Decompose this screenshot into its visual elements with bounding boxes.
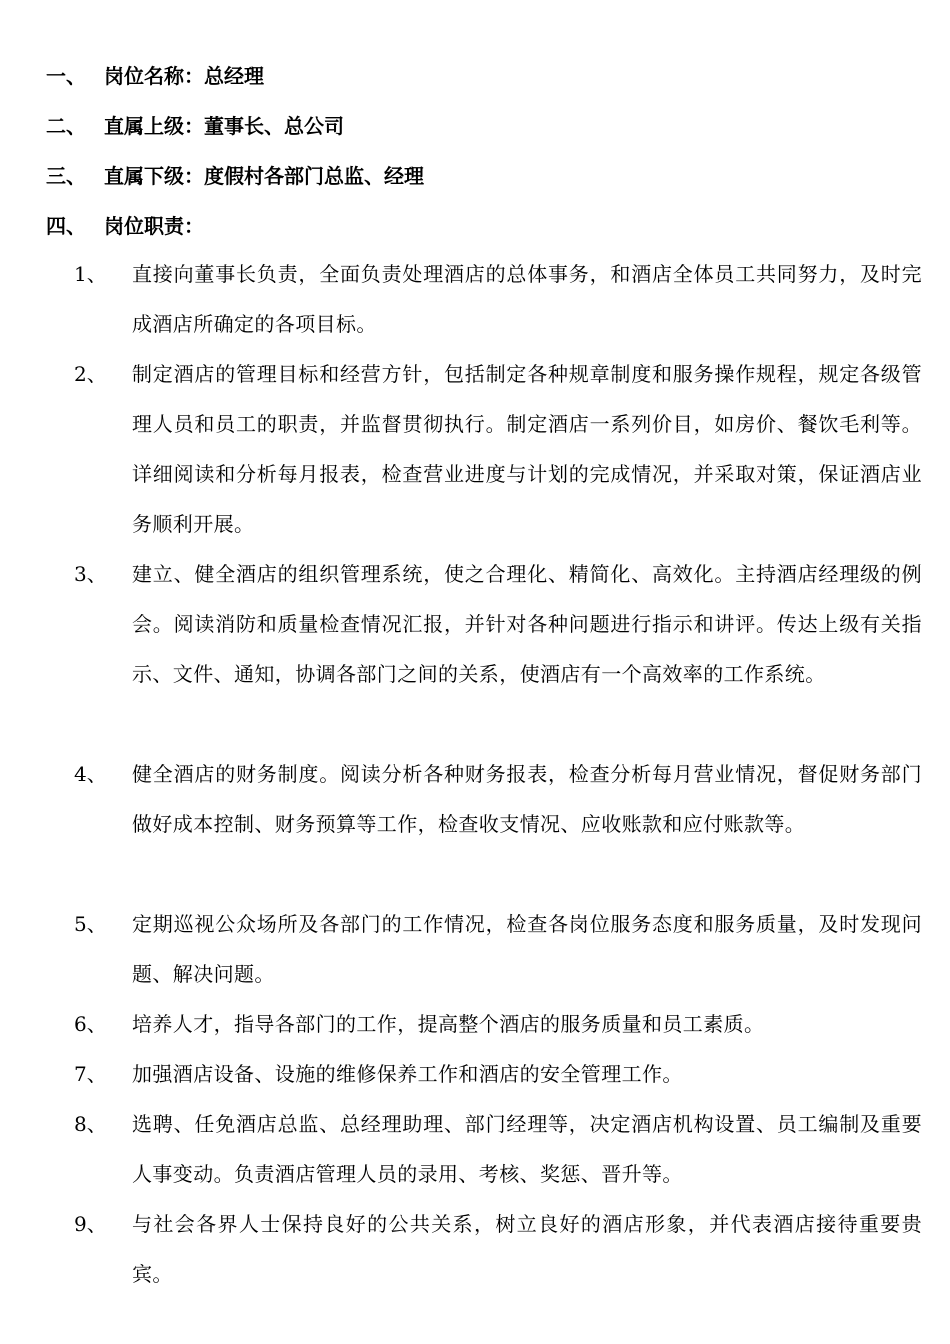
duty-item-4 xyxy=(74,749,924,849)
duty-text: 与社会各界人士保持良好的公共关系，树立良好的酒店形象，并代表酒店接待重要贵宾。 xyxy=(132,1212,922,1286)
duty-item-2 xyxy=(74,349,924,549)
heading-text: 岗位名称：总经理 xyxy=(104,64,264,88)
duty-text: 健全酒店的财务制度。阅读分析各种财务报表，检查分析每月营业情况，督促财务部门做好成本控制、财务预算等工作，检查收支情况、应收账款和应付账款等。 xyxy=(132,762,922,836)
heading-text: 直属下级：度假村各部门总监、经理 xyxy=(104,164,424,188)
heading-duties xyxy=(46,212,204,240)
duty-text: 直接向董事长负责，全面负责处理酒店的总体事务，和酒店全体员工共同努力，及时完成酒店所确定的各项目标。 xyxy=(132,262,922,336)
duty-item-1 xyxy=(74,249,924,349)
duty-item-7 xyxy=(74,1049,924,1099)
heading-direct-subordinate xyxy=(46,162,424,190)
duty-number: 1、 xyxy=(74,262,107,286)
duty-text: 定期巡视公众场所及各部门的工作情况，检查各岗位服务态度和服务质量，及时发现问题、解决问题。 xyxy=(132,912,922,986)
duty-number: 8、 xyxy=(74,1112,107,1136)
duty-item-6 xyxy=(74,999,924,1049)
duty-number: 9、 xyxy=(74,1212,107,1236)
duty-text: 建立、健全酒店的组织管理系统，使之合理化、精简化、高效化。主持酒店经理级的例会。阅读消防和质量检查情况汇报，并针对各种问题进行指示和讲评。传达上级有关指示、文件、通知，协调各部门之间的关系，使酒店有一个高效率的工作系统。 xyxy=(132,562,922,686)
duty-item-3 xyxy=(74,549,924,699)
duty-number: 2、 xyxy=(74,362,107,386)
duty-item-8 xyxy=(74,1099,924,1199)
duty-number: 7、 xyxy=(74,1062,107,1086)
heading-text: 岗位职责： xyxy=(104,214,204,238)
duty-item-9 xyxy=(74,1199,924,1299)
duty-text: 制定酒店的管理目标和经营方针，包括制定各种规章制度和服务操作规程，规定各级管理人员和员工的职责，并监督贯彻执行。制定酒店一系列价目，如房价、餐饮毛利等。详细阅读和分析每月报表，检查营业进度与计划的完成情况，并采取对策，保证酒店业务顺利开展。 xyxy=(132,362,922,536)
heading-text: 直属上级：董事长、总公司 xyxy=(104,114,344,138)
heading-direct-superior xyxy=(46,112,344,140)
duty-text: 加强酒店设备、设施的维修保养工作和酒店的安全管理工作。 xyxy=(132,1062,683,1086)
duty-number: 6、 xyxy=(74,1012,107,1036)
heading-number: 四、 xyxy=(46,214,86,238)
heading-number: 三、 xyxy=(46,164,86,188)
duty-number: 4、 xyxy=(74,762,107,786)
heading-number: 二、 xyxy=(46,114,86,138)
duty-number: 5、 xyxy=(74,912,107,936)
heading-position-name xyxy=(46,62,264,90)
duty-text: 选聘、任免酒店总监、总经理助理、部门经理等，决定酒店机构设置、员工编制及重要人事变动。负责酒店管理人员的录用、考核、奖惩、晋升等。 xyxy=(132,1112,922,1186)
heading-number: 一、 xyxy=(46,64,86,88)
duty-item-5 xyxy=(74,899,924,999)
duty-text: 培养人才，指导各部门的工作，提高整个酒店的服务质量和员工素质。 xyxy=(132,1012,765,1036)
duty-number: 3、 xyxy=(74,562,107,586)
